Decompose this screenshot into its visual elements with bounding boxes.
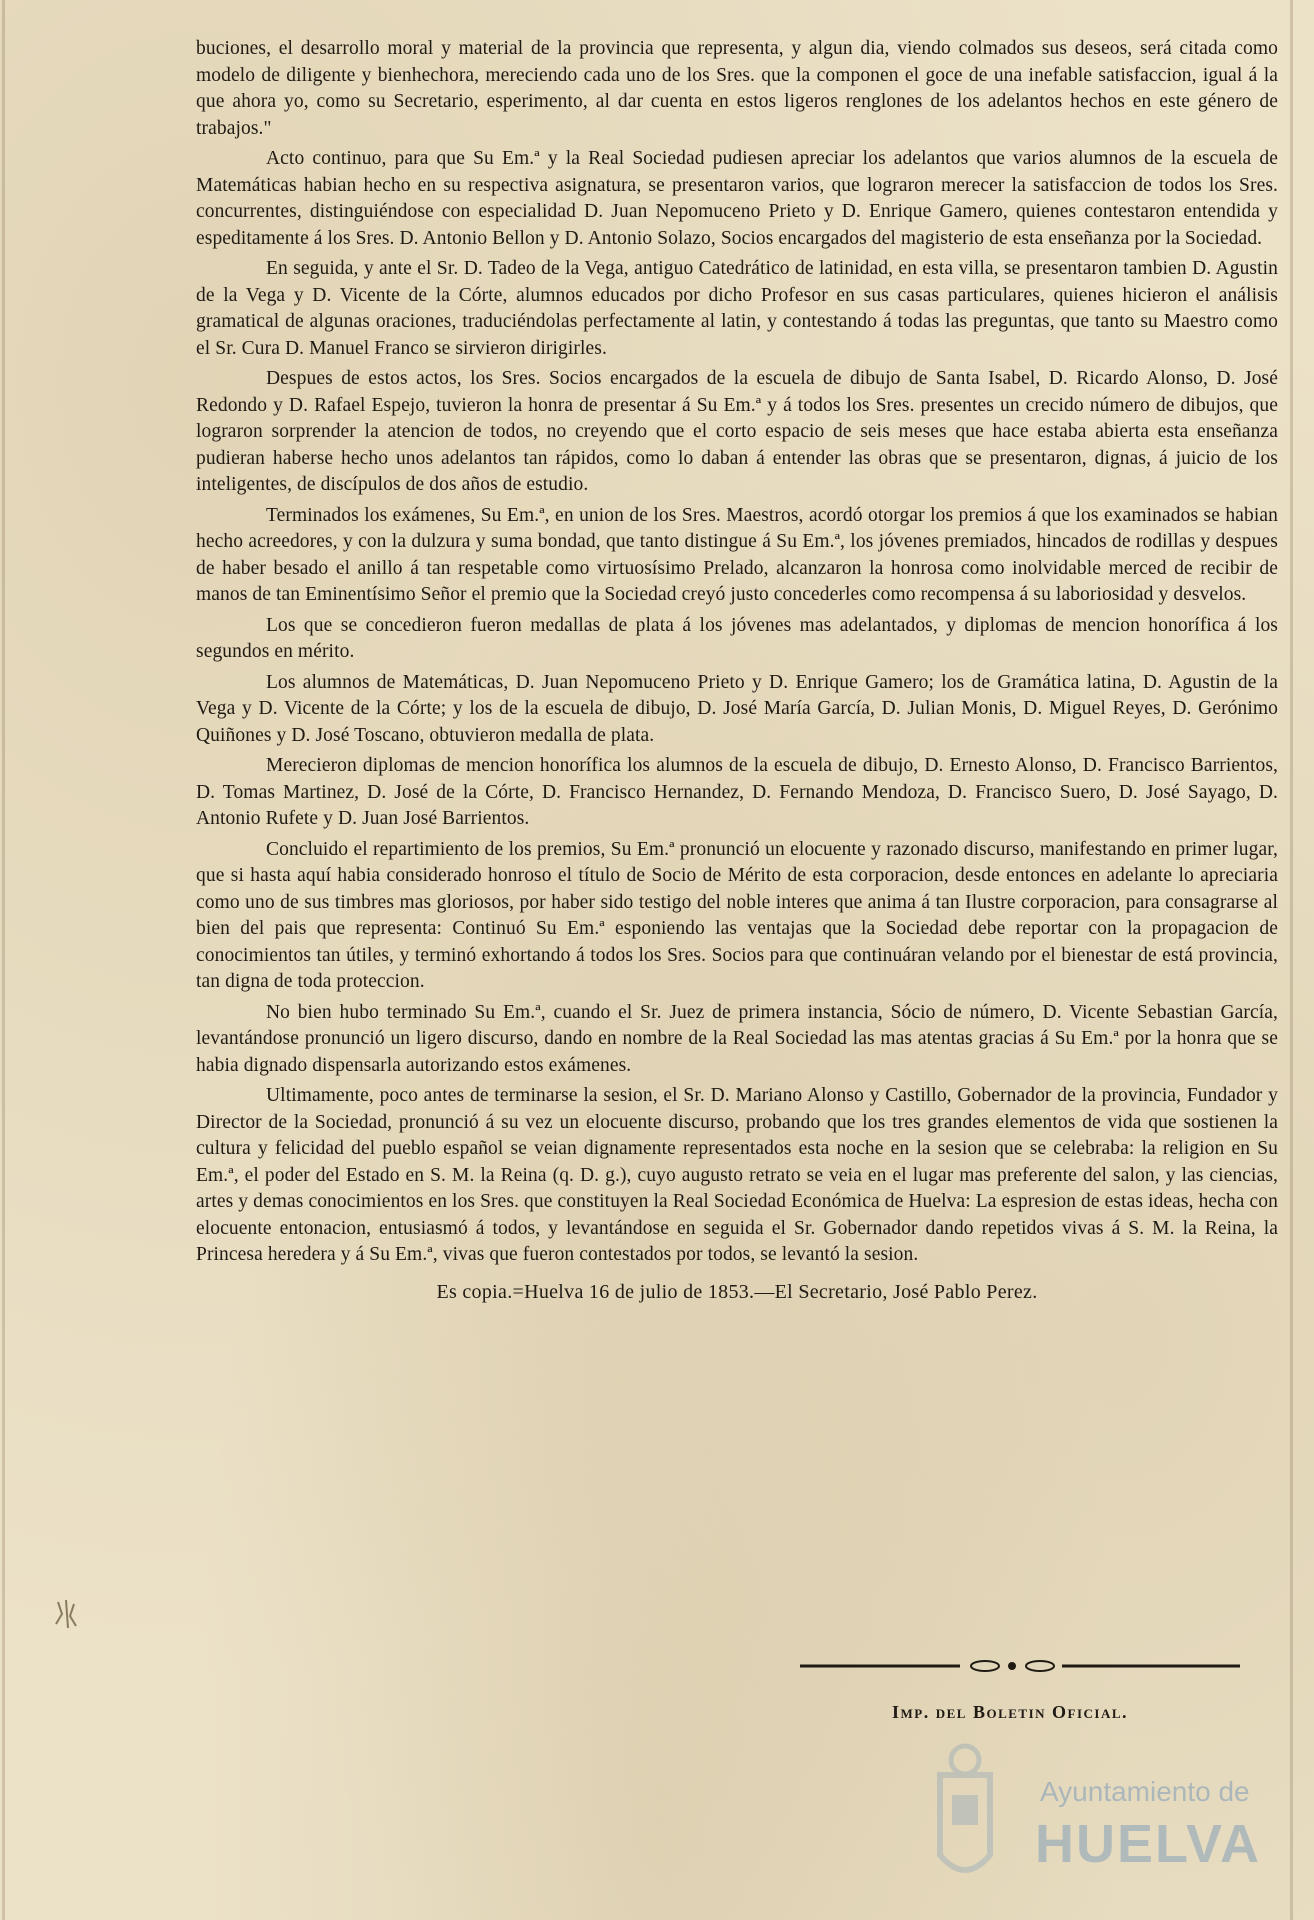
page-fold-right [1290,0,1293,1920]
paragraph-11: Ultimamente, poco antes de terminarse la sesion, el Sr. D. Mariano Alonso y Castillo, Gobernador de la provincia, Fundador y Director de la Sociedad, pronunció á su vez un elocuente discurso, probando que los tres grandes elementos de vida que sostienen la cultura y felicidad del pueblo español se veian dignamente representados esta noche en la sesion que se celebraba: la religion en Su Em.ª, el poder del Estado en S. M. la Reina (q. D. g.), cuyo augusto retrato se veia en el lugar mas preferente del salon, y las ciencias, artes y demas conocimientos en los Sres. que constituyen la Real Sociedad Económica de Huelva: La espresion de estas ideas, hecha con elocuente entonacion, entusiasmó á todos, y levantándose en seguida el Sr. Gobernador dando repetidos vivas á S. M. la Reina, la Princesa heredera y á Su Em.ª, vivas que fueron contestados por todos, se levantó la sesion. [196,1085,1278,1265]
paragraph-6: Los que se concedieron fueron medallas de plata á los jóvenes mas adelantados, y diplomas de mencion honorífica á los segundos en mérito. [196,614,1278,662]
printer-imprint: Imp. del Boletin Oficial. [892,1702,1129,1722]
page-fold-left [2,0,5,1920]
paragraph-10: No bien hubo terminado Su Em.ª, cuando el Sr. Juez de primera instancia, Sócio de número, D. Vicente Sebastian García, levantándose pronunció un ligero discurso, dando en nombre de la Real Sociedad las mas atentas gracias á Su Em.ª por la honra que se habia dignado dispensarla autorizando estos exámenes. [196,1001,1278,1076]
paragraph-3: En seguida, y ante el Sr. D. Tadeo de la Vega, antiguo Catedrático de latinidad, en esta villa, se presentaron tambien D. Agustin de la Vega y D. Vicente de la Córte, alumnos educados por dicho Profesor en sus casas particulares, quienes hicieron el análisis gramatical de algunas oraciones, traduciéndolas perfectamente al latin, y contestando á todas las preguntas, que tanto su Maestro como el Sr. Cura D. Manuel Franco se sirvieron dirigirles. [196,258,1278,359]
paragraph-4: Despues de estos actos, los Sres. Socios encargados de la escuela de dibujo de Santa Isabel, D. Ricardo Alonso, D. José Redondo y D. Rafael Espejo, tuvieron la honra de presentar á Su Em.ª y á todos los Sres. presentes un crecido número de dibujos, que lograron sorprender la atencion de todos, no creyendo que el corto espacio de seis meses que hace estaba abierta esta enseñanza pudieran haberse hecho unos adelantos tan rápidos, como lo daban á entender las obras que se presentaron, dignas, á juicio de los inteligentes, de discípulos de dos años de estudio. [196,368,1278,495]
watermark-line-2: HUELVA [1035,1814,1261,1874]
paragraph-8: Merecieron diplomas de mencion honorífica los alumnos de la escuela de dibujo, D. Ernesto Alonso, D. Francisco Barrientos, D. Tomas Martinez, D. José de la Córte, D. Francisco Hernandez, D. Fernando Mendoza, D. Francisco Suero, D. José Sayago, D. Antonio Rufete y D. Juan José Barrientos. [196,755,1278,829]
margin-ornament-icon [48,1594,88,1634]
paragraph-1: buciones, el desarrollo moral y material de la provincia que representa, y algun dia, viendo colmados sus deseos, será citada como modelo de diligente y bienhechora, mereciendo cada uno de los Sres. que la componen el goce de una inefable satisfaccion, igual á la que ahora yo, como su Secretario, esperimento, al dar cuenta en estos ligeros renglones de los adelantos hechos en este género de trabajos." [196,38,1278,139]
watermark-line-1: Ayuntamiento de [1040,1776,1250,1807]
paragraph-7: Los alumnos de Matemáticas, D. Juan Nepomuceno Prieto y D. Enrique Gamero; los de Gramática latina, D. Agustin de la Vega y D. Vicente de la Córte; y los de la escuela de dibujo, D. José María García, D. Julian Monis, D. Miguel Reyes, D. Gerónimo Quiñones y D. José Toscano, obtuvieron medalla de plata. [196,671,1278,746]
paragraph-2: Acto continuo, para que Su Em.ª y la Real Sociedad pudiesen apreciar los adelantos que varios alumnos de la escuela de Matemáticas habian hecho en su respectiva asignatura, se presentaron varios, que lograron merecer la satisfaccion de todos los Sres. concurrentes, distinguiéndose con especialidad D. Juan Nepomuceno Prieto y D. Enrique Gamero, quienes contestaron entendida y espeditamente á los Sres. D. Antonio Bellon y D. Antonio Solazo, Socios encargados del magisterio de esta enseñanza por la Sociedad. [196,148,1278,249]
paragraph-5: Terminados los exámenes, Su Em.ª, en union de los Sres. Maestros, acordó otorgar los premios á que los examinados se habian hecho acreedores, y con la dulzura y suma bondad, que tanto distingue á Su Em.ª, los jóvenes premiados, hincados de rodillas y despues de haber besado el anillo á tan respetable como virtuosísimo Prelado, alcanzaron la honrosa como inolvidable merced de recibir de manos de tan Eminentísimo Señor el premio que la Sociedad creyó justo concederles como recompensa á su laboriosidad y desvelos. [196,504,1278,605]
decorative-rule-icon [800,1659,1240,1673]
closing-signature: Es copia.=Huelva 16 de julio de 1853.—El Secretario, José Pablo Perez. [436,1280,1038,1303]
paragraph-9: Concluido el repartimiento de los premios, Su Em.ª pronunció un elocuente y razonado discurso, manifestando en primer lugar, que si hasta aquí habia considerado honroso el título de Socio de Mérito de esta corporacion, desde entonces en adelante lo apreciaria como uno de sus timbres mas gloriosos, por haber sido testigo del noble interes que anima á tan Ilustre corporacion, para consagrarse al bien del pais que representa: Continuó Su Em.ª esponiendo las ventajas que la Sociedad debe reportar con la propagacion de conocimientos tan útiles, y terminó exhortando á todos los Sres. Socios para que continuáran velando por el bienestar de está provincia, tan digna de toda proteccion. [196,838,1278,992]
document-body [196,36,1278,1309]
